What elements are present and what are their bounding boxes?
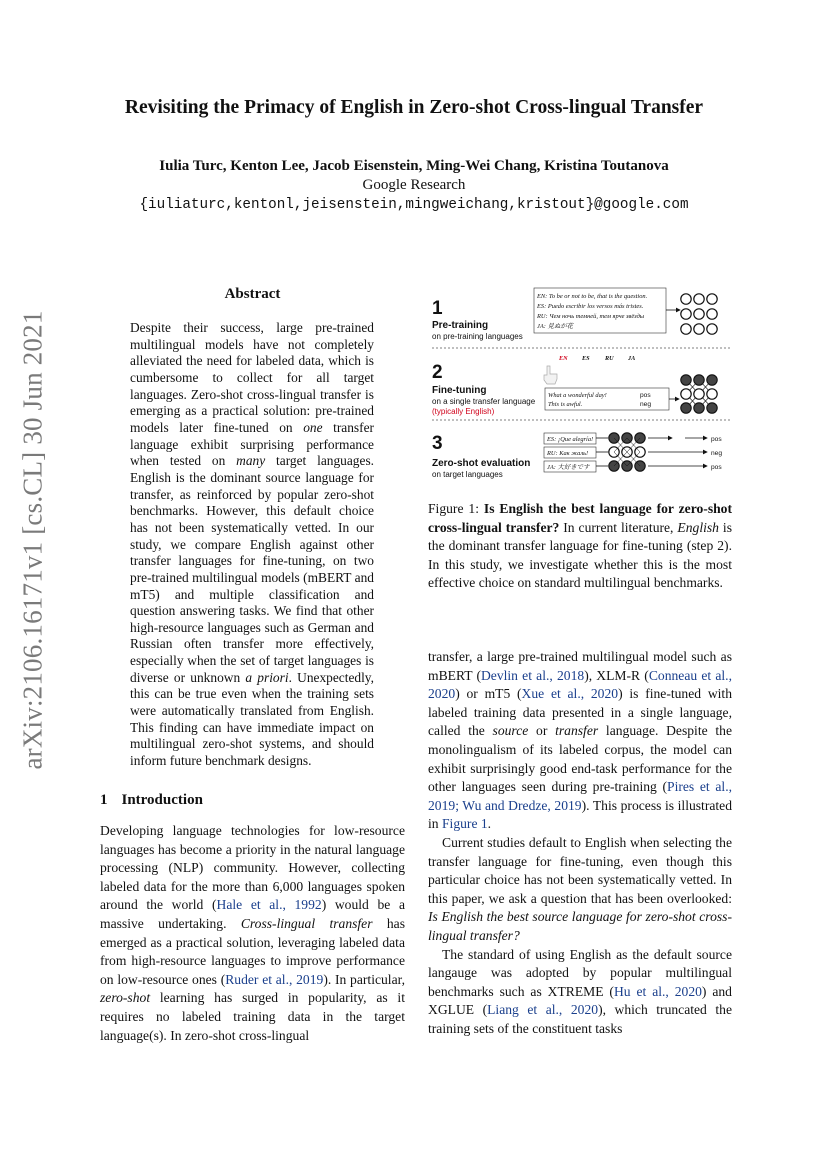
pretraining-line-en: EN: To be or not to be, that is the question. xyxy=(537,293,648,300)
figure-1 xyxy=(428,286,732,482)
citation-link[interactable]: Hale et al., 1992 xyxy=(216,897,322,913)
transfer-paragraph: transfer, a large pre-trained multilingual model such as mBERT (Devlin et al., 2018), XLM-R (Conneau et al., 2020) or mT5 (Xue et al., 2020) is fine-tuned with labeled training data presented in a single language, called the source or transfer language. Despite the monolingualism of its labeled corpus, the model can exhibit surprisingly good end-task performance for the other languages seen during pre-training (Pires et al., 2019; Wu and Dredze, 2019). This process is illustrated in Figure 1. xyxy=(428,649,732,832)
finetuning-example-1: What a wonderful day! xyxy=(548,392,607,399)
pointer-hand-icon xyxy=(544,366,557,384)
step-3-title: Zero-shot evaluation xyxy=(432,458,531,469)
citation-link[interactable]: Devlin et al., 2018 xyxy=(480,667,585,683)
right-column-text xyxy=(428,648,732,1038)
abstract-heading: Abstract xyxy=(224,286,281,302)
author-list: Iulia Turc, Kenton Lee, Jacob Eisenstein, Ming-Wei Chang, Kristina Toutanova xyxy=(159,158,669,174)
finetuning-example-2: This is awful. xyxy=(548,401,583,408)
evaluation-row-ja xyxy=(544,461,722,472)
arxiv-stamp: arXiv:2106.16171v1 [cs.CL] 30 Jun 2021 xyxy=(17,310,48,770)
svg-text:RU: Как жаль!: RU: Как жаль! xyxy=(547,450,589,457)
network-icon-untrained xyxy=(681,294,717,334)
lang-tab-ru: RU xyxy=(605,355,614,362)
figure-1-caption: Figure 1: Is English the best language for zero-shot cross-lingual transfer? In current literature, English is the dominant transfer language for fine-tuning (step 2). In this study, we investigate whether this is the most effective choice on standard multilingual benchmarks. xyxy=(428,501,732,591)
citation-link[interactable]: Pires et al., 2019; Wu and Dredze, 2019 xyxy=(428,779,732,813)
pretraining-line-es: ES: Puedo escribir los versos más tristes. xyxy=(537,303,644,310)
finetuning-label-2: neg xyxy=(640,401,652,408)
paper-title: Revisiting the Primacy of English in Zero-shot Cross-lingual Transfer xyxy=(124,97,704,118)
svg-text:JA: 大好きです: JA: 大好きです xyxy=(547,464,590,471)
lang-tab-ja: JA xyxy=(628,355,636,362)
step-2-subtitle: on a single transfer language xyxy=(432,397,536,406)
lang-tab-en: EN xyxy=(559,355,568,362)
svg-text:pos: pos xyxy=(711,464,722,471)
svg-text:pos: pos xyxy=(711,436,722,443)
abstract-body: Despite their success, large pre-trained multilingual models have not completely alleviated the need for labeled data, which is cumbersome to collect for all target languages. Zero-shot cross-lingual transfer is emerging as a practical solution: pre-trained models later fine-tuned on one transfer language exhibit surprising performance when tested on many target languages. English is the dominant source language for transfer, as reinforced by popular zero-shot benchmarks. However, this default choice has not been systematically vetted. In our study, we compare English against other transfer languages for fine-tuning, on two pre-trained multilingual models (mBERT and mT5) and multiple classification and question answering tasks. We find that other high-resource languages such as German and Russian often transfer more effectively, especially when the set of target languages is diverse or unknown a priori. Unexpectedly, this can be true even when the training sets were automatically translated from English. This finding can have immediate impact on multilingual zero-shot systems, and should inform future benchmark designs. xyxy=(130,320,375,769)
benchmark-paragraph: The standard of using English as the default source langauge was adopted by popular multilingual benchmarks such as XTREME (Hu et al., 2020) and XGLUE (Liang et al., 2020), which truncated the training sets of the constituent tasks xyxy=(428,946,732,1036)
svg-text:neg: neg xyxy=(711,450,723,457)
citation-link[interactable]: Ruder et al., 2019 xyxy=(225,971,324,987)
step-1-number: 1 xyxy=(432,298,443,319)
finetuning-label-1: pos xyxy=(640,392,651,399)
introduction-paragraph: Developing language technologies for low-resource languages has become a priority in the natural language processing (NLP) community. However, collecting labeled data for the more than 6,000 languages spoken around the world (Hale et al., 1992) would be a massive undertaking. Cross-lingual transfer has emerged as a practical solution, leveraging labeled data from high-resource languages to improve performance on low-resource ones (Ruder et al., 2019). In particular, zero-shot learning has surged in popularity, as it requires no labeled training data in the target language(s). In zero-shot cross-lingual xyxy=(100,823,405,1043)
step-3-number: 3 xyxy=(432,433,443,454)
step-2-note: (typically English) xyxy=(432,407,495,416)
pretraining-line-ja: JA: 見ぬが花 xyxy=(537,323,574,330)
author-emails: {iuliaturc,kentonl,jeisenstein,mingweichang,kristout}@google.com xyxy=(139,197,689,213)
citation-link[interactable]: Hu et al., 2020 xyxy=(613,983,702,999)
pretraining-line-ru: RU: Чем ночь темней, тем ярче звёзды xyxy=(537,313,645,320)
question-paragraph: Current studies default to English when selecting the transfer language for fine-tuning, even though this particular choice has not been systematically vetted. In this paper, we ask a question that has been overlooked: Is English the best source language for zero-shot cross-lingual transfer? xyxy=(428,834,732,943)
network-icon-pretrained xyxy=(681,375,717,413)
evaluation-row-es xyxy=(544,433,722,444)
affiliation: Google Research xyxy=(362,177,466,193)
lang-tab-es: ES xyxy=(582,355,590,362)
section-heading-introduction: 1 Introduction xyxy=(100,792,203,808)
step-2-title: Fine-tuning xyxy=(432,385,487,396)
step-1-subtitle: on pre-training languages xyxy=(432,332,523,341)
step-1-title: Pre-training xyxy=(432,320,489,331)
step-3-subtitle: on target languages xyxy=(432,470,503,479)
svg-text:ES: ¡Que alegría!: ES: ¡Que alegría! xyxy=(547,436,594,443)
evaluation-row-ru xyxy=(544,447,722,458)
citation-link[interactable]: Liang et al., 2020 xyxy=(487,1002,599,1018)
citation-link[interactable]: Xue et al., 2020 xyxy=(521,686,619,702)
step-2-number: 2 xyxy=(432,362,443,383)
figure-reference-link[interactable]: Figure 1 xyxy=(441,816,488,832)
citation-link[interactable]: Conneau et al., 2020 xyxy=(428,667,732,702)
